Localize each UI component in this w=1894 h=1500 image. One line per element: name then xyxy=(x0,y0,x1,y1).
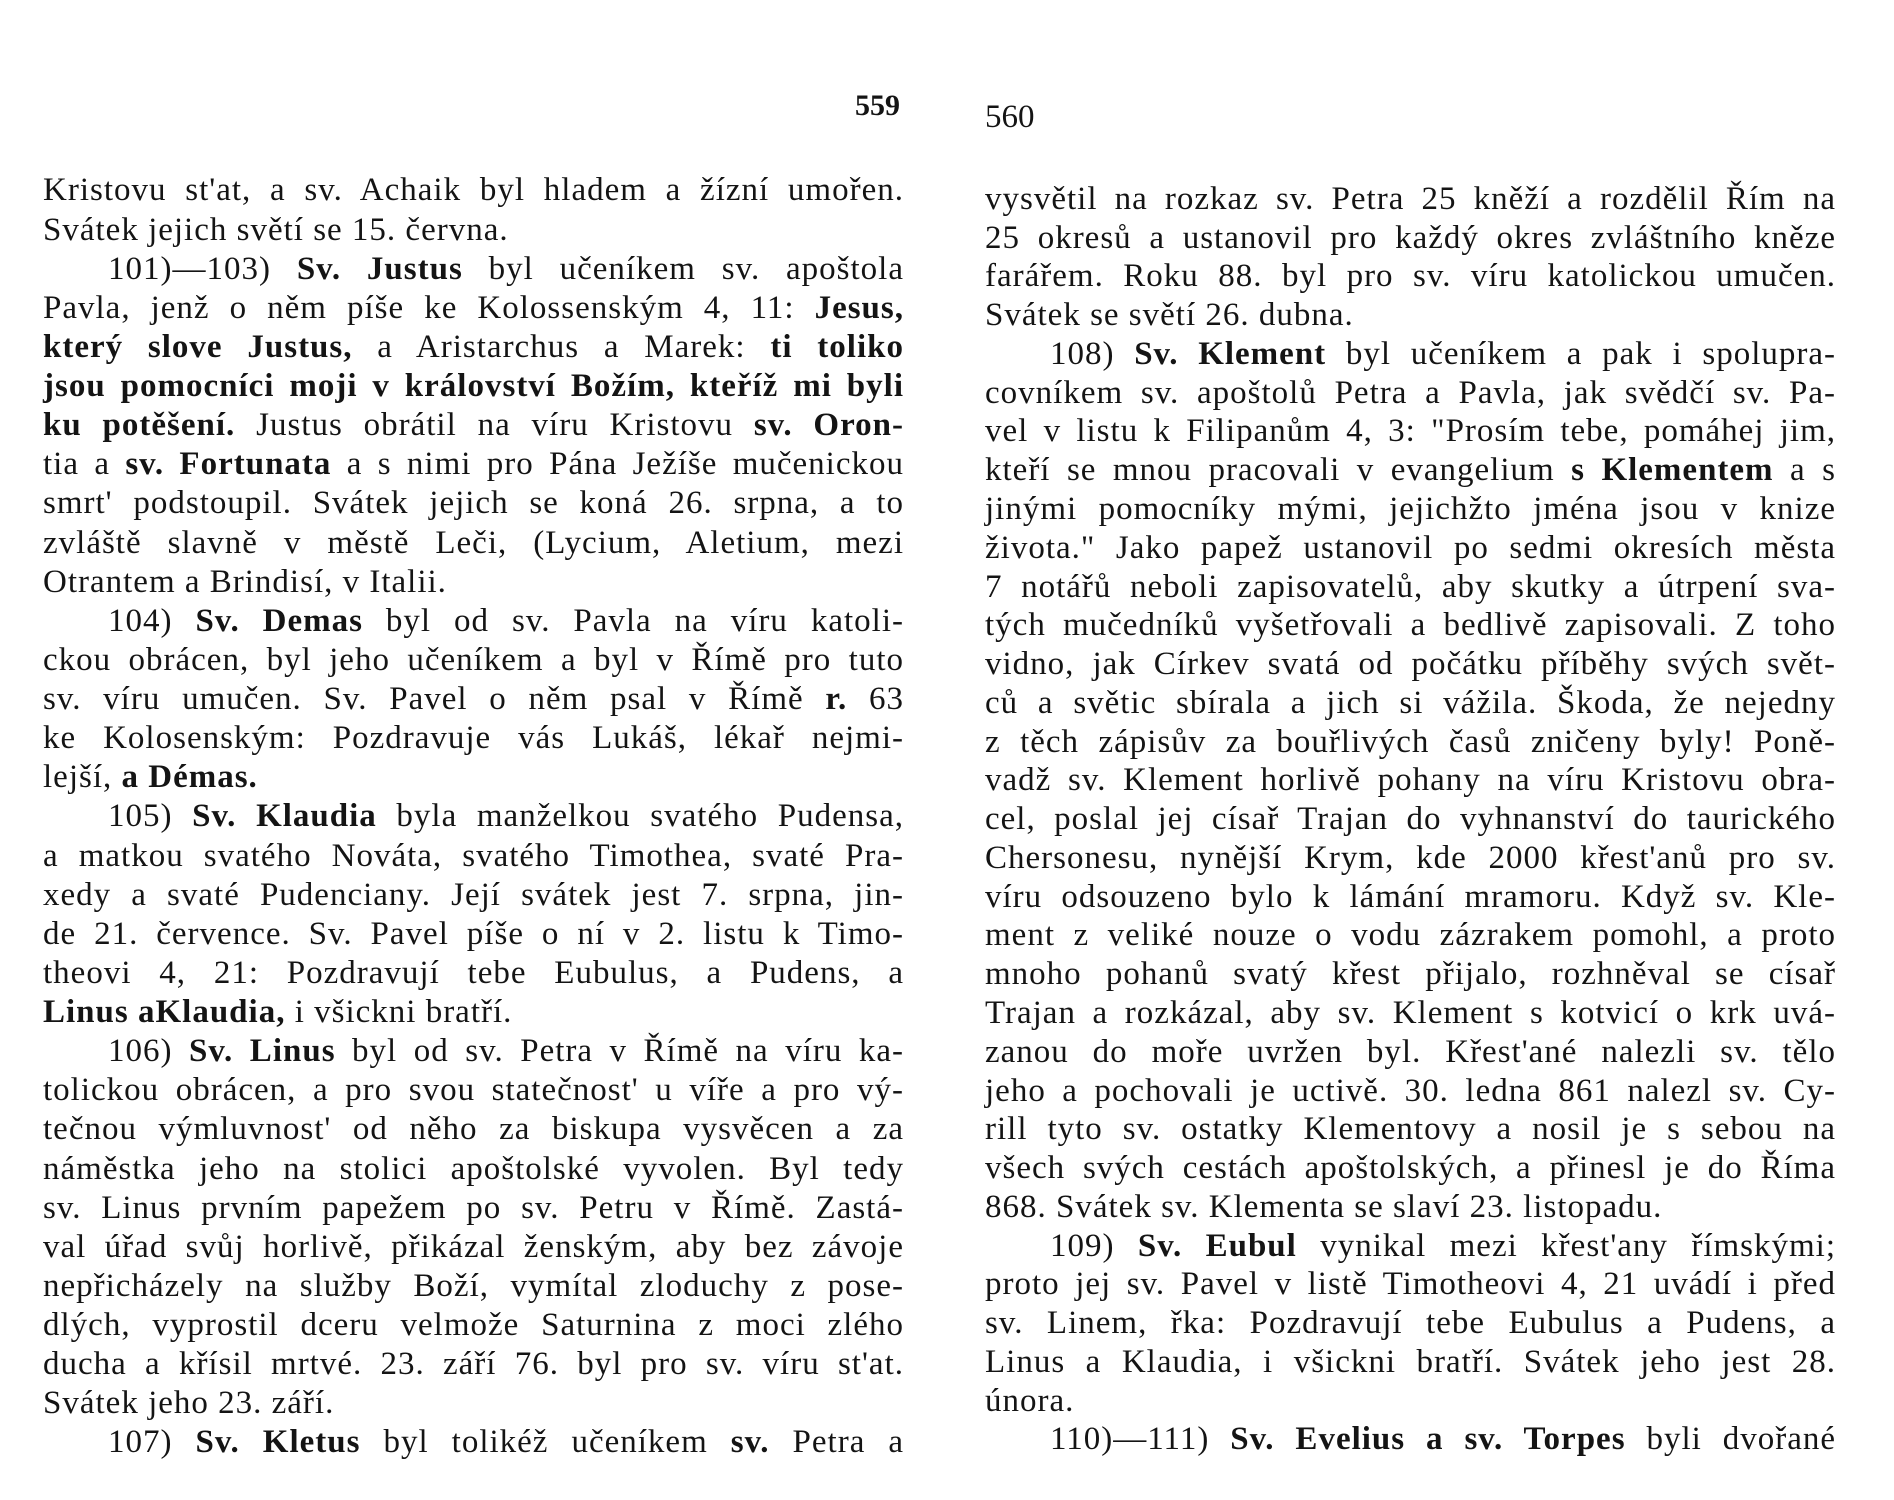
page-text xyxy=(43,171,904,1462)
bold-text-segment: Sv. Demas xyxy=(195,602,363,639)
text-line xyxy=(43,563,904,602)
text-segment: byli dvořané xyxy=(1625,1421,1836,1458)
text-segment: Kristovu st'at, a sv. Achaik byl hladem a žízní umořen. xyxy=(43,172,904,209)
text-line xyxy=(43,641,904,680)
text-segment: Linus a Klaudia, i všickni bratří. Svátek jeho jest 28. xyxy=(985,1343,1836,1380)
text-segment: rill tyto sv. ostatky Klementovy a nosil je s sebou na xyxy=(985,1111,1836,1148)
text-line xyxy=(985,723,1836,762)
text-line xyxy=(43,719,904,758)
text-line xyxy=(985,1343,1836,1382)
text-line xyxy=(43,1423,904,1462)
text-segment: 108) xyxy=(1050,335,1135,372)
bold-text-segment: Sv. Evelius a sv. Torpes xyxy=(1230,1421,1626,1458)
text-segment: a Aristarchus a Marek: xyxy=(352,328,771,365)
text-segment: theovi 4, 21: Pozdravují tebe Eubulus, a Pudens, a xyxy=(43,954,904,991)
bold-text-segment: ku potěšení. xyxy=(43,407,236,444)
text-line xyxy=(985,1420,1836,1459)
text-line xyxy=(43,211,904,250)
text-line xyxy=(985,800,1836,839)
text-line xyxy=(985,955,1836,994)
text-line xyxy=(43,797,904,836)
page-text xyxy=(985,180,1836,1459)
text-segment: 110)—111) xyxy=(1050,1421,1231,1458)
text-segment: 7 notářů neboli zapisovatelů, aby skutky a útrpení sva- xyxy=(985,568,1836,605)
bold-text-segment: Sv. Kletus xyxy=(195,1424,361,1461)
text-line xyxy=(43,328,904,367)
text-line xyxy=(985,994,1836,1033)
bold-text-segment: r. xyxy=(825,681,848,718)
text-line xyxy=(985,684,1836,723)
text-segment: života." Jako papež ustanovil po sedmi okresích města xyxy=(985,529,1836,566)
bold-text-segment: ti toliko xyxy=(770,328,904,365)
text-line xyxy=(985,374,1836,413)
text-segment: z těch zápisův za bouřlivých časů zničeny byly! Poně- xyxy=(985,723,1836,760)
bold-text-segment: sv. Fortunata xyxy=(125,446,332,483)
bold-text-segment: Sv. Eubul xyxy=(1137,1227,1297,1264)
text-segment: ducha a křísil mrtvé. 23. září 76. byl pro sv. víru st'at. xyxy=(43,1346,904,1383)
paragraph xyxy=(985,1420,1836,1459)
text-segment: vadž sv. Klement horlivě pohany na víru Kristovu obra- xyxy=(985,762,1836,799)
paragraph xyxy=(43,602,904,798)
paragraph xyxy=(43,797,904,1032)
text-segment: ců a světic sbírala a jich si vážila. Škoda, že nejedny xyxy=(985,684,1836,721)
text-segment: jeho a pochovali je uctivě. 30. ledna 861 nalezl sv. Cy- xyxy=(985,1072,1836,1109)
text-segment: 63 xyxy=(847,681,905,718)
text-segment: kteří se mnou pracovali v evangelium xyxy=(985,452,1572,489)
text-line xyxy=(43,1228,904,1267)
text-segment: Svátek jeho 23. září. xyxy=(43,1385,335,1422)
text-segment: xedy a svaté Pudenciany. Její svátek jest 7. srpna, jin- xyxy=(43,876,904,913)
text-line xyxy=(43,876,904,915)
text-segment: val úřad svůj horlivě, přikázal ženským, aby bez závoje xyxy=(43,1228,904,1265)
text-line xyxy=(985,1149,1836,1188)
bold-text-segment: Sv. Linus xyxy=(189,1033,336,1070)
text-segment: i všickni bratří. xyxy=(285,994,513,1031)
text-segment: vysvětil na rozkaz sv. Petra 25 kněží a rozdělil Řím na xyxy=(985,180,1836,217)
text-segment: ke Kolosenským: Pozdravuje vás Lukáš, lékař nejmi- xyxy=(43,720,904,757)
text-segment: Svátek se světí 26. dubna. xyxy=(985,297,1354,334)
bold-text-segment: sv. Oron- xyxy=(753,407,904,444)
bold-text-segment: Linus aKlaudia, xyxy=(43,994,286,1031)
text-segment: sv. Linus prvním papežem po sv. Petru v Římě. Zastá- xyxy=(43,1189,904,1226)
text-line xyxy=(43,1032,904,1071)
text-line xyxy=(985,1304,1836,1343)
page-number: 559 xyxy=(855,89,900,122)
paragraph xyxy=(985,1227,1836,1421)
text-line xyxy=(43,1306,904,1345)
text-segment: Chersonesu, nynější Krym, kde 2000 křest'anů pro sv. xyxy=(985,839,1836,876)
text-line xyxy=(43,289,904,328)
text-line xyxy=(985,529,1836,568)
text-line xyxy=(985,645,1836,684)
text-line xyxy=(43,250,904,289)
text-segment: tia a xyxy=(43,446,126,483)
paragraph xyxy=(985,335,1836,1227)
text-segment: 25 okresů a ustanovil pro každý okres zvláštního kněze xyxy=(985,219,1836,256)
text-segment: tolickou obrácen, a pro svou statečnost' u víře a pro vý- xyxy=(43,1072,904,1109)
text-segment: a s nimi pro Pána Ježíše mučenickou xyxy=(331,446,904,483)
text-line xyxy=(985,916,1836,955)
left-page xyxy=(43,0,904,1500)
bold-text-segment: s Klementem xyxy=(1571,452,1774,489)
text-line xyxy=(43,954,904,993)
text-segment: vel v listu k Filipanům 4, 3: "Prosím tebe, pomáhej jim, xyxy=(985,413,1836,450)
text-line xyxy=(985,412,1836,451)
paragraph xyxy=(43,171,904,249)
paragraph xyxy=(985,180,1836,335)
text-segment: všech svých cestách apoštolských, a přinesl je do Říma xyxy=(985,1150,1836,1187)
text-segment: farářem. Roku 88. byl pro sv. víru katolickou umučen. xyxy=(985,258,1836,295)
text-segment: cel, poslal jej císař Trajan do vyhnanství do taurického xyxy=(985,801,1836,838)
text-segment: dlých, vyprostil dceru velmože Saturnina z moci zlého xyxy=(43,1307,904,1344)
text-segment: byl od sv. Pavla na víru katoli- xyxy=(362,602,904,639)
text-line xyxy=(43,680,904,719)
text-line xyxy=(985,1110,1836,1149)
text-line xyxy=(43,524,904,563)
text-line xyxy=(43,602,904,641)
text-segment: lejší, xyxy=(43,759,122,796)
text-line xyxy=(985,839,1836,878)
text-segment: 105) xyxy=(108,798,193,835)
text-line xyxy=(43,1345,904,1384)
bold-text-segment: který slove Justus, xyxy=(43,328,353,365)
text-segment: 106) xyxy=(108,1033,190,1070)
text-line xyxy=(985,257,1836,296)
text-line xyxy=(985,878,1836,917)
text-segment: Svátek jejich světí se 15. června. xyxy=(43,211,509,248)
bold-text-segment: a Démas. xyxy=(121,759,258,796)
text-segment: sv. víru umučen. Sv. Pavel o něm psal v Římě xyxy=(43,681,826,718)
text-line xyxy=(985,490,1836,529)
text-line xyxy=(43,171,904,210)
text-segment: tečnou výmluvnost' od něho za biskupa vysvěcen a za xyxy=(43,1111,904,1148)
paragraph xyxy=(43,250,904,602)
text-line xyxy=(43,445,904,484)
text-line xyxy=(43,1189,904,1228)
text-segment: 109) xyxy=(1050,1227,1138,1264)
text-line xyxy=(985,296,1836,335)
text-line xyxy=(43,1071,904,1110)
text-line xyxy=(985,180,1836,219)
text-segment: nepřicházely na služby Boží, vymítal zloduchy z pose- xyxy=(43,1267,904,1304)
text-segment: jinými pomocníky mými, jejichžto jména jsou v knize xyxy=(985,491,1836,528)
text-segment: byla manželkou svatého Pudensa, xyxy=(376,798,904,835)
text-line xyxy=(985,451,1836,490)
text-segment: zanou do moře uvržen byl. Křest'ané nalezli sv. tělo xyxy=(985,1033,1836,1070)
text-line xyxy=(43,1110,904,1149)
text-line xyxy=(985,219,1836,258)
text-segment: vidno, jak Církev svatá od počátku příběhy svých svět- xyxy=(985,646,1836,683)
right-page xyxy=(985,0,1836,1500)
text-segment: Petra a xyxy=(769,1424,904,1461)
bold-text-segment: jsou pomocníci moji v království Božím, kteříž mi byli xyxy=(43,368,904,405)
text-segment: byl učeníkem sv. apoštola xyxy=(462,250,904,287)
text-line xyxy=(985,568,1836,607)
text-segment: zvláště slavně v městě Leči, (Lycium, Aletium, mezi xyxy=(43,524,904,561)
text-segment: a matkou svatého Nováta, svatého Timothea, svaté Pra- xyxy=(43,837,904,874)
text-segment: Pavla, jenž o něm píše ke Kolossenským 4, 11: xyxy=(43,289,815,326)
text-segment: proto jej sv. Pavel v listě Timotheovi 4, 21 uvádí i před xyxy=(985,1266,1836,1303)
text-segment: Justus obrátil na víru Kristovu xyxy=(235,407,754,444)
text-line xyxy=(985,1188,1836,1227)
text-segment: a s xyxy=(1773,452,1836,489)
text-line xyxy=(985,761,1836,800)
bold-text-segment: Sv. Klement xyxy=(1134,335,1327,372)
text-segment: února. xyxy=(985,1382,1075,1419)
text-line xyxy=(43,758,904,797)
text-line xyxy=(43,1267,904,1306)
text-line xyxy=(43,1150,904,1189)
text-segment: 107) xyxy=(108,1424,196,1461)
text-line xyxy=(985,1382,1836,1421)
text-segment: ckou obrácen, byl jeho učeníkem a byl v Římě pro tuto xyxy=(43,641,904,678)
text-line xyxy=(43,993,904,1032)
text-line xyxy=(43,837,904,876)
bold-text-segment: sv. xyxy=(730,1424,770,1461)
text-segment: náměstka jeho na stolici apoštolské vyvolen. Byl tedy xyxy=(43,1150,904,1187)
text-line xyxy=(43,406,904,445)
page-number: 560 xyxy=(985,99,1035,135)
text-segment: 101)—103) xyxy=(108,250,297,287)
text-line xyxy=(43,915,904,954)
text-line xyxy=(43,484,904,523)
paragraph xyxy=(43,1032,904,1423)
text-line xyxy=(985,1227,1836,1266)
text-segment: sv. Linem, řka: Pozdravují tebe Eubulus a Pudens, a xyxy=(985,1305,1836,1342)
text-segment: tých mučedníků vyšetřovali a bedlivě zapisovali. Z toho xyxy=(985,607,1836,644)
bold-text-segment: Sv. Klaudia xyxy=(192,798,377,835)
bold-text-segment: Jesus, xyxy=(814,289,904,326)
text-line xyxy=(43,367,904,406)
text-segment: 104) xyxy=(108,602,196,639)
text-segment: byl učeníkem a pak i spolupra- xyxy=(1326,335,1836,372)
text-line xyxy=(985,335,1836,374)
text-line xyxy=(985,606,1836,645)
text-segment: byl tolikéž učeníkem xyxy=(360,1424,731,1461)
text-segment: covníkem sv. apoštolů Petra a Pavla, jak svědčí sv. Pa- xyxy=(985,374,1836,411)
text-line xyxy=(43,1384,904,1423)
text-segment: byl od sv. Petra v Římě na víru ka- xyxy=(335,1033,905,1070)
text-segment: smrt' podstoupil. Svátek jejich se koná 26. srpna, a to xyxy=(43,485,904,522)
text-segment: mnoho pohanů svatý křest přijalo, rozhněval se císař xyxy=(985,956,1836,993)
text-line xyxy=(985,1265,1836,1304)
text-segment: de 21. července. Sv. Pavel píše o ní v 2. listu k Timo- xyxy=(43,915,904,952)
text-line xyxy=(985,1033,1836,1072)
text-segment: 868. Svátek sv. Klementa se slaví 23. listopadu. xyxy=(985,1188,1663,1225)
text-segment: ment z veliké nouze o vodu zázrakem pomohl, a proto xyxy=(985,917,1836,954)
bold-text-segment: Sv. Justus xyxy=(296,250,463,287)
text-segment: Trajan a rozkázal, aby sv. Klement s kotvicí o krk uvá- xyxy=(985,994,1836,1031)
text-segment: víru odsouzeno bylo k lámání mramoru. Když sv. Kle- xyxy=(985,878,1836,915)
text-segment: Otrantem a Brindisí, v Italii. xyxy=(43,563,447,600)
text-segment: vynikal mezi křest'any římskými; xyxy=(1296,1227,1836,1264)
paragraph xyxy=(43,1423,904,1462)
text-line xyxy=(985,1072,1836,1111)
